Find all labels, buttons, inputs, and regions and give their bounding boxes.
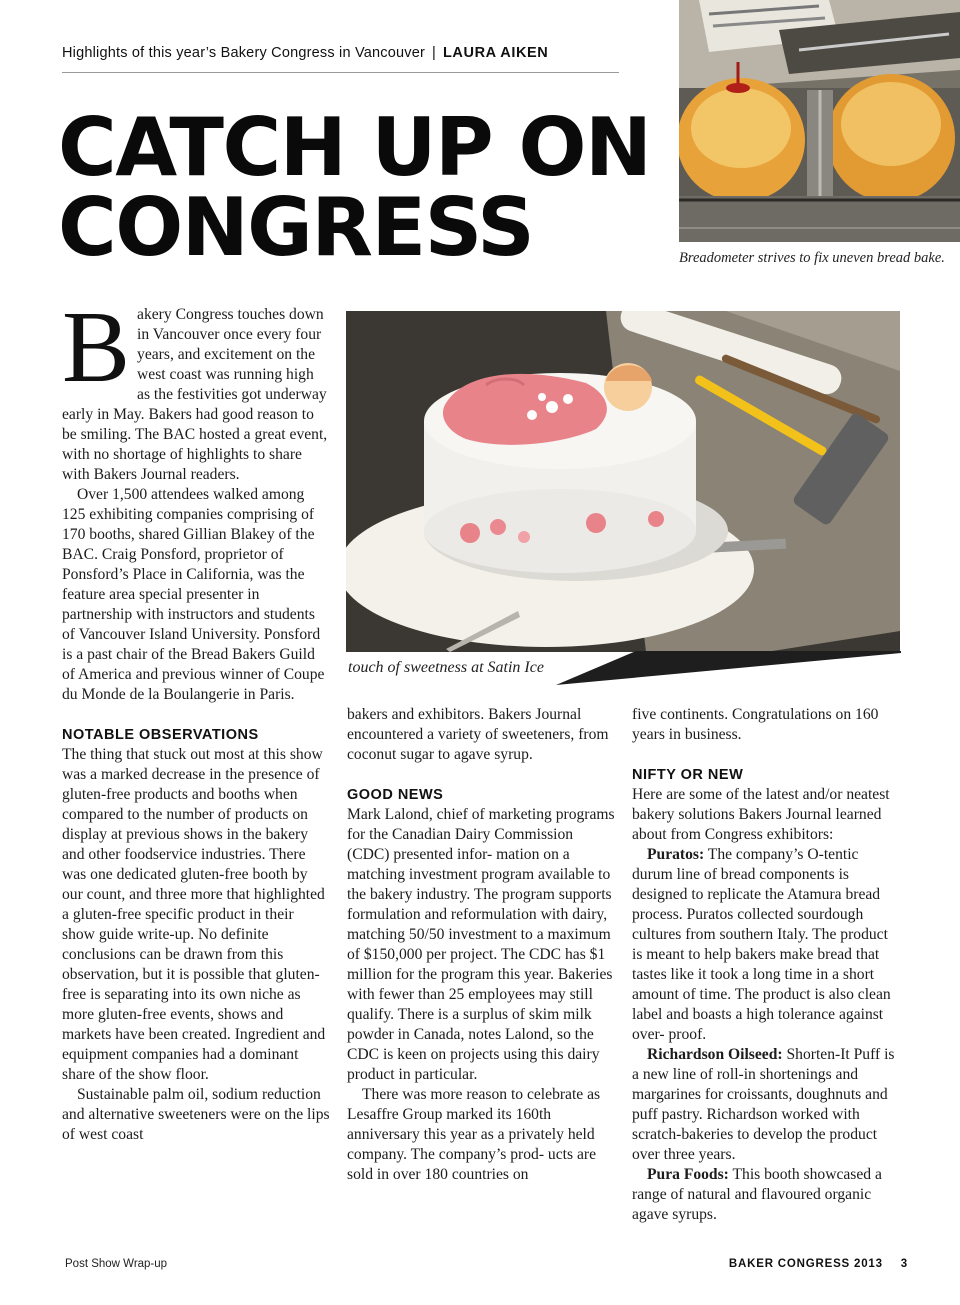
page-number: 3 <box>900 1258 908 1270</box>
caption-cake: touch of sweetness at Satin Ice <box>348 659 544 676</box>
article-column-2 <box>347 705 615 1185</box>
paragraph-richardson <box>632 1045 900 1165</box>
paragraph-puratos <box>632 845 900 1045</box>
headline-line-1: CATCH UP ON <box>58 101 651 194</box>
article-column-3 <box>632 705 900 1225</box>
headline-line-2: CONGRESS <box>58 181 534 274</box>
caption-breadometer: Breadometer strives to fix uneven bread bake. <box>679 250 945 266</box>
richardson-text: Shorten-It Puff is a new line of roll-in shortenings and margarines for croissants, doughnuts and puff pastry. Richardson worked with scratch-bakeries to develop the product over three years. <box>632 1046 895 1163</box>
paragraph-sustainable: Sustainable palm oil, sodium reduction and alternative sweeteners were on the lips of west coast <box>62 1086 330 1143</box>
section-heading-good-news: GOOD NEWS <box>347 787 444 803</box>
section-heading-nifty-or-new: NIFTY OR NEW <box>632 767 744 783</box>
paragraph-dairy-program: Mark Lalond, chief of marketing programs for the Canadian Dairy Commission (CDC) presented infor- mation on a matching investment program available to the bakery industry. The program supports formulation and reformulation with dairy, matching 50/50 investment to a maximum of $150,000 per project. The CDC has $1 million for the program this year. Bakeries with fewer than 25 employees may still qualify. There is a surplus of skim milk powder in Canada, notes Lalond, so the CDC is keen on projects using this dairy product in particular. <box>347 806 615 1083</box>
kicker-divider <box>62 72 619 73</box>
company-name-richardson: Richardson Oilseed: <box>647 1046 783 1063</box>
paragraph-gluten-free: The thing that stuck out most at this show was a marked decrease in the presence of gluten-free products and booths when compared to the number of products on display at previous shows in the bakery and other foodservice industries. There was one dedicated gluten-free booth by our count, and three more that highlighted a gluten-free specific product in their show guide write-up. No definite conclusions can be drawn from this observation, but it is possible that gluten-free is separating into its own niche as more gluten-free events, shows and markets have been created. Ingredient and equipment companies had a dominant share of the show floor. <box>62 746 326 1083</box>
headline <box>58 101 651 274</box>
paragraph-solutions-intro: Here are some of the latest and/or neatest bakery solutions Bakers Journal learned about from Congress exhibitors: <box>632 786 890 843</box>
caption-wedge <box>556 651 901 685</box>
article-kicker <box>62 45 622 61</box>
company-name-pura-foods: Pura Foods: <box>647 1166 729 1183</box>
breadometer-photo <box>679 0 960 242</box>
kicker-title: Highlights of this year’s Bakery Congress in Vancouver <box>62 45 425 61</box>
footer-section-label: Post Show Wrap-up <box>65 1258 168 1270</box>
paragraph-intro: akery Congress touches down in Vancouver once every four years, and excitement on the west coast was running high as the festivities got underway early in May. Bakers had good reason to be smiling. The BAC hosted a great event, with no shortage of highlights to share with Bakers Journal readers. <box>62 306 328 483</box>
footer-publication <box>729 1258 908 1270</box>
cake-illustration <box>346 311 900 652</box>
paragraph-sweeteners: bakers and exhibitors. Bakers Journal encountered a variety of sweeteners, from coconut sugar to agave syrup. <box>347 706 609 763</box>
footer-publication-name: BAKER CONGRESS 2013 <box>728 1258 883 1270</box>
paragraph-attendees: Over 1,500 attendees walked among 125 exhibiting companies comprising of 170 booths, shared Gillian Blakey of the BAC. Craig Ponsford, proprietor of Ponsford’s Place in California, was the feature area special presenter in partnership with instructors and students of Vancouver Island University. Ponsford is a past chair of the Bread Bakers Guild of America and previous winner of Coupe du Monde de la Boulangerie in Paris. <box>62 486 325 703</box>
company-name-puratos: Puratos: <box>647 846 705 863</box>
paragraph-pura-foods <box>632 1165 900 1225</box>
kicker-separator: | <box>432 45 436 61</box>
article-column-1 <box>62 291 330 1145</box>
author-name: LAURA AIKEN <box>442 45 549 61</box>
cake-photo <box>346 311 900 652</box>
section-heading-notable-observations: NOTABLE OBSERVATIONS <box>62 727 259 743</box>
puratos-text: The company’s O-tentic durum line of bread components is designed to replicate the Atamura bread process. Puratos collected sourdough cultures from southern Italy. The product is meant to help bakers make bread that tastes like it took a long time in a short amount of time. The product is also clean label and boasts a high tolerance against over- proof. <box>632 846 891 1043</box>
paragraph-continents: five continents. Congratulations on 160 years in business. <box>632 706 879 743</box>
drop-cap: B <box>62 291 131 404</box>
pura-foods-text: This booth showcased a range of natural and flavoured organic agave syrups. <box>632 1166 882 1223</box>
breadometer-illustration <box>679 0 960 242</box>
paragraph-lesaffre: There was more reason to celebrate as Lesaffre Group marked its 160th anniversary this year as a privately held company. The company’s prod- ucts are sold in over 180 countries on <box>347 1086 601 1183</box>
